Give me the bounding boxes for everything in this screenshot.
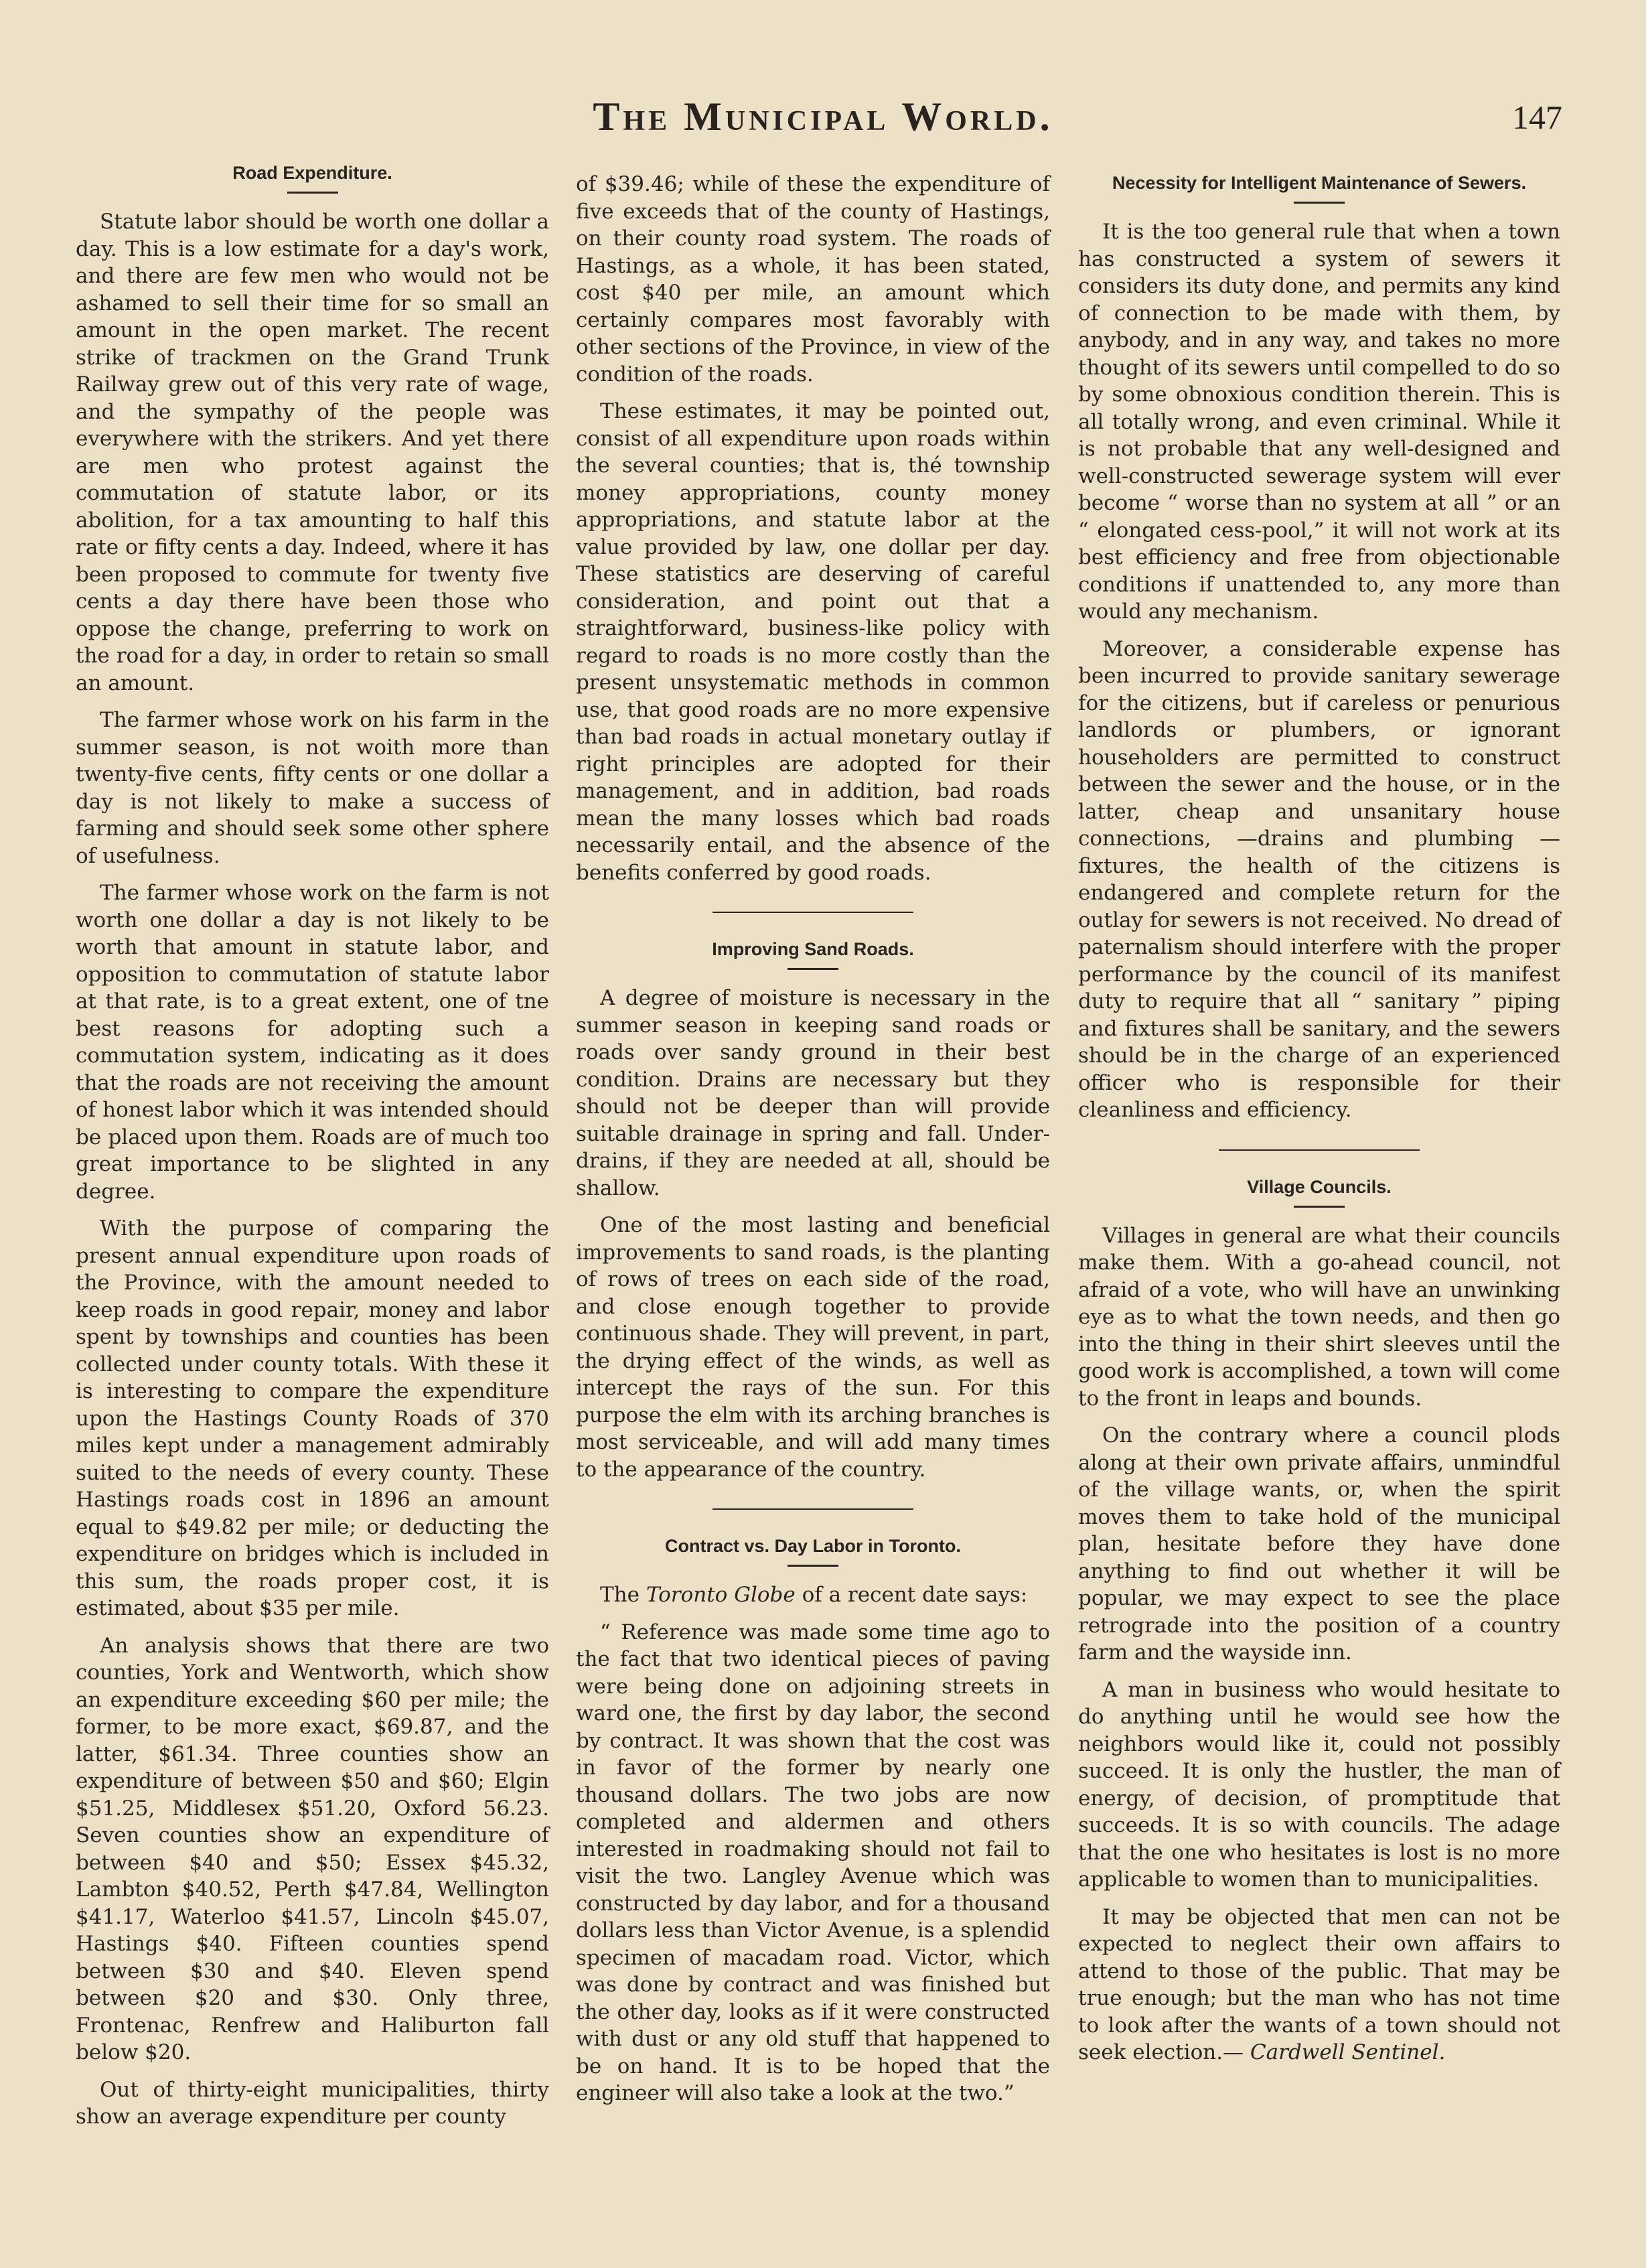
section-title-road-expenditure: Road Expenditure.	[232, 163, 392, 183]
quotation-paragraph: “ Reference was made some time ago to the fact that two identical pieces of paving were being done on adjoining streets in ward one, the first by day labor, the second by contract. It was shown that the cost was in favor of the former by nearly one thousand dollars. The two jobs are now completed and aldermen and others interested in roadmaking should not fail to visit the two. Langley Avenue which was constructed by day labor, and for a thousand dollars less than Victor Avenue, is a splendid specimen of macadam road. Victor, which was done by contract and was finished but the other day, looks as if it were constructed with dust or any old stuff that happened to be on hand. It is to be hoped that the engineer will also take a look at the two.”	[576, 1620, 1050, 2105]
paragraph: Out of thirty-eight municipalities, thirty show an average expenditure per county	[76, 2077, 549, 2129]
paragraph: These estimates, it may be pointed out, consist of all expenditure upon roads within the several counties; that is, thé township money appropriations, county money appropriations, and statute labor at the value provided by law, one dollar per day. These statistics are deserving of careful consideration, and point out that a straightforward, business-like policy with regard to roads is no more costly than the present unsystematic methods in common use, that good roads are no more expensive than bad roads in actual monetary outlay if right principles are adopted for their management, and in addition, bad roads mean the many losses which bad roads necessarily entail, and the absence of the benefits conferred by good roads.	[576, 399, 1050, 885]
paragraph: Villages in general are what their councils make them. With a go-ahead council, not afraid of a vote, who will have an unwinking eye as to what the town needs, and then go into the thing in their shirt sleeves until the good work is accomplished, a town will come to the front in leaps and bounds.	[1078, 1223, 1560, 1411]
intro-text: The	[600, 1583, 646, 1607]
source-attribution: Cardwell Sentinel.	[1250, 2040, 1446, 2064]
paragraph: A man in business who would hesitate to do anything until he would see how the neighbors would like it, could not possibly succeed. It is only the hustler, the man of energy, of decision, of promptitude that succeeds. It is so with councils. The adage that the one who hesitates is lost is no more applicable to women than to municipalities.	[1078, 1677, 1560, 1892]
paragraph: The farmer whose work on his farm in the summer season, is not woith more than twenty-five cents, fifty cents or one dollar a day is not likely to make a success of farming and should seek some other sphere of usefulness.	[76, 708, 549, 868]
page-number: 147	[1512, 98, 1562, 136]
paragraph-intro	[576, 1581, 1050, 1609]
paragraph-text: It may be objected that men can not be expected to neglect their own affairs to attend to those of the public. That may be true enough; but the man who has not time to look after the wants of a town should not seek election.—	[1078, 1904, 1560, 2064]
intro-text: of a recent date says:	[795, 1583, 1028, 1607]
paragraph: A degree of moisture is necessary in the summer season in keeping sand roads or roads over sandy ground in their best condition. Drains are necessary but they should not be deeper than will provide suitable drainage in spring and fall. Under-drains, if they are needed at all, should be shallow.	[576, 986, 1050, 1200]
section-divider	[713, 1508, 913, 1510]
heading-rule	[287, 192, 338, 194]
page-header	[0, 88, 1646, 162]
paragraph: Moreover, a considerable expense has been incurred to provide sanitary sewerage for the citizens, but if careless or penurious landlords or plumbers, or ignorant householders are permitted to construct between the sewer and the house, or in the latter, cheap and unsanitary house connections, —drains and plumbing — fixtures, the health of the citizens is endangered and complete return for the outlay for sewers is not received. No dread of paternalism should interfere with the proper performance by the council of its manifest duty to require that all “ sanitary ” piping and fixtures shall be sanitary, and the sewers should be in the charge of an experienced officer who is responsible for their cleanliness and efficiency.	[1078, 636, 1560, 1122]
paragraph	[1078, 1904, 1560, 2066]
section-title-sewers: Necessity for Intelligent Maintenance of Sewers.	[1112, 173, 1527, 193]
paragraph: Statute labor should be worth one dollar a day. This is a low estimate for a day's work, and there are few men who would not be ashamed to sell their time for so small an amount in the open market. The recent strike of trackmen on the Grand Trunk Railway grew out of this very rate of wage, and the sympathy of the people was everywhere with the strikers. And yet there are men who protest against the commutation of statute labor, or its abolition, for a tax amounting to half this rate or fifty cents a day. Indeed, where it has been proposed to commute for twenty five cents a day there have been those who oppose the change, preferring to work on the road for a day, in order to retain so small an amount.	[76, 210, 549, 695]
section-divider	[1219, 1149, 1420, 1151]
masthead: The Municipal World.	[593, 94, 1053, 139]
section-title-improving-sand-roads: Improving Sand Roads.	[712, 939, 914, 959]
heading-rule	[788, 1565, 838, 1567]
column-3	[1078, 171, 1560, 2076]
column-2	[576, 171, 1050, 2117]
section-title-contract-vs-day-labor: Contract vs. Day Labor in Toronto.	[664, 1536, 962, 1556]
heading-rule	[1294, 1206, 1345, 1208]
section-divider	[713, 912, 913, 913]
paragraph: of $39.46; while of these the expenditure of five exceeds that of the county of Hastings, on their county road system. The roads of Hastings, as a whole, it has been stated, cost $40 per mile, an amount which certainly compares most favorably with other sections of the Province, in view of the condition of the roads.	[576, 172, 1050, 386]
paragraph: It is the too general rule that when a town has constructed a system of sewers it considers its duty done, and permits any kind of connection to be made with them, by anybody, and in any way, and takes no more thought of its sewers until compelled to do so by some obnoxious condition therein. This is all totally wrong, and even criminal. While it is not probable that any well-designed and well-constructed sewerage system will ever become “ worse than no system at all ” or an “ elongated cess-pool,” it will not work at its best efficiency and free from objectionable conditions if unattended to, any more than would any mechanism.	[1078, 220, 1560, 624]
paragraph: One of the most lasting and beneficial improvements to sand roads, is the planting of rows of trees on each side of the road, and close enough together to provide continuous shade. They will prevent, in part, the drying effect of the winds, as well as intercept the rays of the sun. For this purpose the elm with its arching branches is most serviceable, and will add many times to the appearance of the country.	[576, 1213, 1050, 1482]
paragraph: The farmer whose work on the farm is not worth one dollar a day is not likely to be worth that amount in statute labor, and opposition to commutation of statute labor at that rate, is to a great extent, one of tne best reasons for adopting such a commutation system, indicating as it does that the roads are not receiving the amount of honest labor which it was intended should be placed upon them. Roads are of much too great importance to be slighted in any degree.	[76, 881, 549, 1204]
newspaper-name: Toronto Globe	[646, 1583, 796, 1607]
heading-rule	[788, 968, 838, 970]
paragraph: With the purpose of comparing the present annual expenditure upon roads of the Province, with the amount needed to keep roads in good repair, money and labor spent by townships and counties has been collected under county totals. With these it is interesting to compare the expenditure upon the Hastings County Roads of 370 miles kept under a management admirably suited to the needs of every county. These Hastings roads cost in 1896 an amount equal to $49.82 per mile; or deducting the expenditure on bridges which is included in this sum, the roads proper cost, it is estimated, about $35 per mile.	[76, 1216, 549, 1620]
heading-rule	[1294, 202, 1345, 204]
column-1	[76, 161, 549, 2141]
paragraph: An analysis shows that there are two counties, York and Wentworth, which show an expenditure exceeding $60 per mile; the former, to be more exact, $69.87, and the latter, $61.34. Three counties show an expenditure of between $50 and $60; Elgin $51.25, Middlesex $51.20, Oxford 56.23. Seven counties show an expenditure of between $40 and $50; Essex $45.32, Lambton $40.52, Perth $47.84, Wellington $41.17, Waterloo $41.57, Lincoln $45.07, Hastings $40. Fifteen counties spend between $30 and $40. Eleven spend between $20 and $30. Only three, Frontenac, Renfrew and Haliburton fall below $20.	[76, 1633, 549, 2064]
paragraph: On the contrary where a council plods along at their own private affairs, unmindful of the village wants, or, when the spirit moves them to take hold of the municipal plan, hesitate before they have done anything to find out whether it will be popular, we may expect to see the place retrograde into the position of a country farm and the wayside inn.	[1078, 1423, 1560, 1664]
section-title-village-councils: Village Councils.	[1247, 1176, 1392, 1197]
